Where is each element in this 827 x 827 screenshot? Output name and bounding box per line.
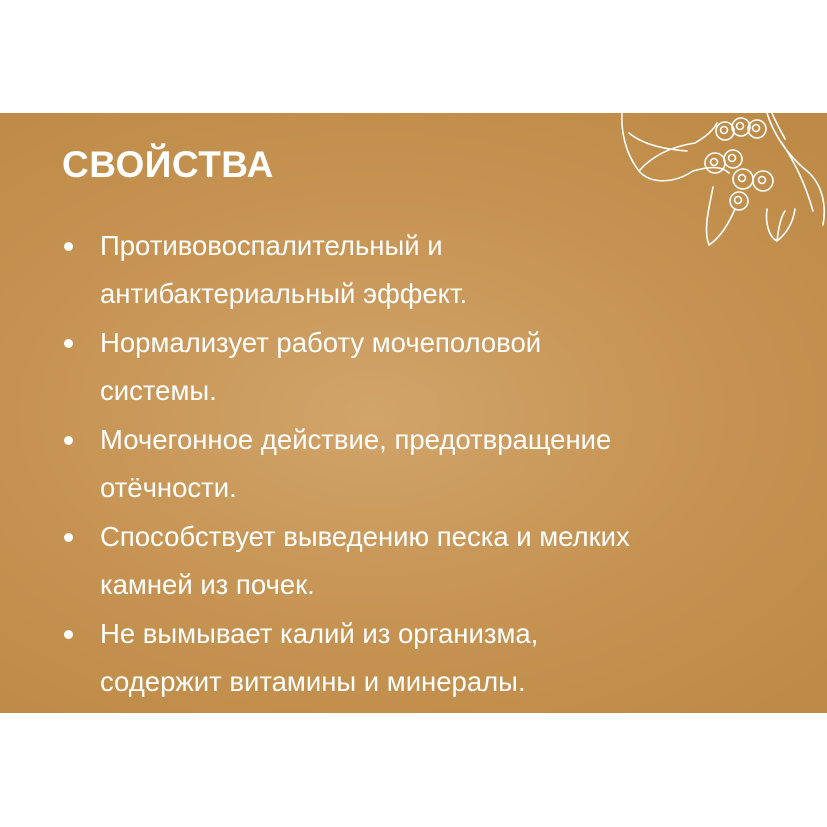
bullet-icon: [62, 222, 100, 270]
bullet-icon: [62, 319, 100, 367]
properties-list: [62, 222, 782, 707]
list-item-text: [100, 416, 611, 512]
list-item-line: содержит витамины и минералы.: [100, 666, 526, 697]
list-item-line: Противовоспалительный и: [100, 230, 443, 261]
list-item-text: [100, 513, 630, 609]
bullet-icon: [62, 610, 100, 658]
list-item: [62, 319, 782, 415]
page-title: СВОЙСТВА: [62, 144, 274, 185]
list-item-line: отёчности.: [100, 472, 237, 503]
bullet-icon: [62, 513, 100, 561]
list-item-text: [100, 222, 467, 318]
list-item-line: Способствует выведению песка и мелких: [100, 521, 630, 552]
list-item-line: камней из почек.: [100, 569, 315, 600]
list-item: [62, 610, 782, 706]
list-item: [62, 222, 782, 318]
list-item: [62, 416, 782, 512]
list-item-line: Нормализует работу мочеполовой: [100, 327, 542, 358]
list-item-line: системы.: [100, 375, 217, 406]
list-item-text: [100, 319, 541, 415]
properties-card: [0, 113, 827, 713]
list-item-line: Мочегонное действие, предотвращение: [100, 424, 612, 455]
list-item-text: [100, 610, 538, 706]
bullet-icon: [62, 416, 100, 464]
list-item: [62, 513, 782, 609]
list-item-line: Не вымывает калий из организма,: [100, 618, 539, 649]
list-item-line: антибактериальный эффект.: [100, 278, 468, 309]
